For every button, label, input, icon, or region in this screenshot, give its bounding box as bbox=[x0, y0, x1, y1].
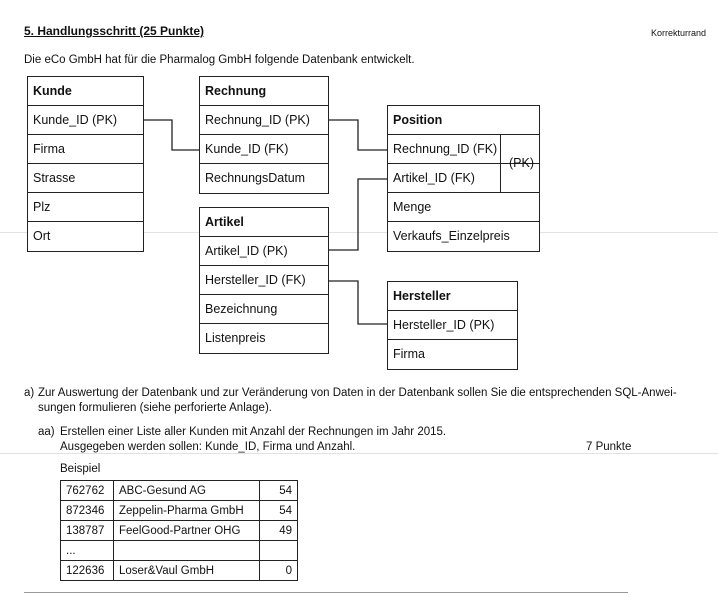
cell-anzahl: 54 bbox=[260, 501, 298, 521]
field-text: Rechnung_ID (FK) bbox=[393, 142, 498, 156]
cell-firma bbox=[114, 541, 260, 561]
field-row: Bezeichnung bbox=[200, 295, 328, 324]
example-label: Beispiel bbox=[60, 463, 101, 475]
kunde-rechnung-line bbox=[144, 120, 200, 150]
cell-kunde-id: 762762 bbox=[61, 481, 114, 501]
field-row: Kunde_ID (FK) bbox=[200, 135, 328, 164]
field-row: Ort bbox=[33, 229, 51, 243]
pk-divider bbox=[500, 135, 501, 163]
table-hersteller bbox=[387, 281, 518, 370]
field-row: Firma bbox=[393, 347, 425, 361]
cell-kunde-id: 872346 bbox=[61, 501, 114, 521]
cell-anzahl bbox=[260, 541, 298, 561]
cell-anzahl: 54 bbox=[260, 481, 298, 501]
field-row: RechnungsDatum bbox=[205, 171, 306, 185]
cell-firma: ABC-Gesund AG bbox=[114, 481, 260, 501]
cell-kunde-id: 138787 bbox=[61, 521, 114, 541]
task-aa-line2: Ausgegeben werden sollen: Kunde_ID, Firma und Anzahl. bbox=[60, 441, 356, 453]
pk-divider bbox=[500, 164, 501, 192]
cell-firma: FeelGood-Partner OHG bbox=[114, 521, 260, 541]
table-row bbox=[61, 501, 298, 521]
task-a-line2: sungen formulieren (siehe perforierte Anlage). bbox=[38, 402, 272, 414]
cell-anzahl: 49 bbox=[260, 521, 298, 541]
field-row: Listenpreis bbox=[205, 331, 266, 345]
table-title: Rechnung bbox=[200, 77, 328, 106]
example-table bbox=[60, 480, 298, 581]
field-row: Kunde_ID (PK) bbox=[28, 106, 143, 135]
task-aa-label: aa) bbox=[38, 426, 55, 438]
field-row: Verkaufs_Einzelpreis bbox=[393, 229, 510, 243]
table-title: Kunde bbox=[28, 77, 143, 106]
cell-firma: Loser&Vaul GmbH bbox=[114, 561, 260, 581]
rechnung-position-line bbox=[329, 120, 388, 150]
field-text: Artikel_ID (FK) bbox=[393, 171, 475, 185]
field-row: Artikel_ID (PK) bbox=[200, 237, 328, 266]
field-row: Strasse bbox=[28, 164, 143, 193]
field-row: Rechnung_ID (PK) bbox=[200, 106, 328, 135]
cell-firma: Zeppelin-Pharma GmbH bbox=[114, 501, 260, 521]
margin-label: Korrekturrand bbox=[651, 28, 707, 38]
cell-anzahl: 0 bbox=[260, 561, 298, 581]
position-pk-label: (PK) bbox=[509, 156, 534, 170]
field-row: Menge bbox=[388, 193, 539, 222]
table-title: Position bbox=[388, 106, 539, 135]
task-a-line1: Zur Auswertung der Datenbank und zur Veränderung von Daten in der Datenbank sollen Sie die entsprechenden SQL-Anwei- bbox=[38, 387, 677, 399]
field-row: Hersteller_ID (PK) bbox=[388, 311, 517, 340]
artikel-position-line bbox=[329, 179, 388, 250]
table-row bbox=[61, 561, 298, 581]
table-kunde bbox=[27, 76, 144, 252]
table-row bbox=[61, 541, 298, 561]
cell-kunde-id: 122636 bbox=[61, 561, 114, 581]
table-title: Hersteller bbox=[388, 282, 517, 311]
field-row: Hersteller_ID (FK) bbox=[200, 266, 328, 295]
table-row bbox=[61, 521, 298, 541]
task-aa-points: 7 Punkte bbox=[586, 441, 632, 453]
task-aa-line1: Erstellen einer Liste aller Kunden mit Anzahl der Rechnungen im Jahr 2015. bbox=[60, 426, 447, 438]
artikel-hersteller-line bbox=[329, 281, 388, 324]
field-row: Firma bbox=[28, 135, 143, 164]
cell-kunde-id: ... bbox=[61, 541, 114, 561]
bottom-rule bbox=[24, 592, 628, 593]
field-row: Plz bbox=[28, 193, 143, 222]
table-title: Artikel bbox=[200, 208, 328, 237]
table-row bbox=[61, 481, 298, 501]
table-artikel bbox=[199, 207, 329, 354]
task-a-label: a) bbox=[24, 387, 35, 399]
section-title: 5. Handlungsschritt (25 Punkte) bbox=[24, 24, 205, 38]
intro-text: Die eCo GmbH hat für die Pharmalog GmbH folgende Datenbank entwickelt. bbox=[24, 54, 415, 66]
table-rechnung bbox=[199, 76, 329, 194]
